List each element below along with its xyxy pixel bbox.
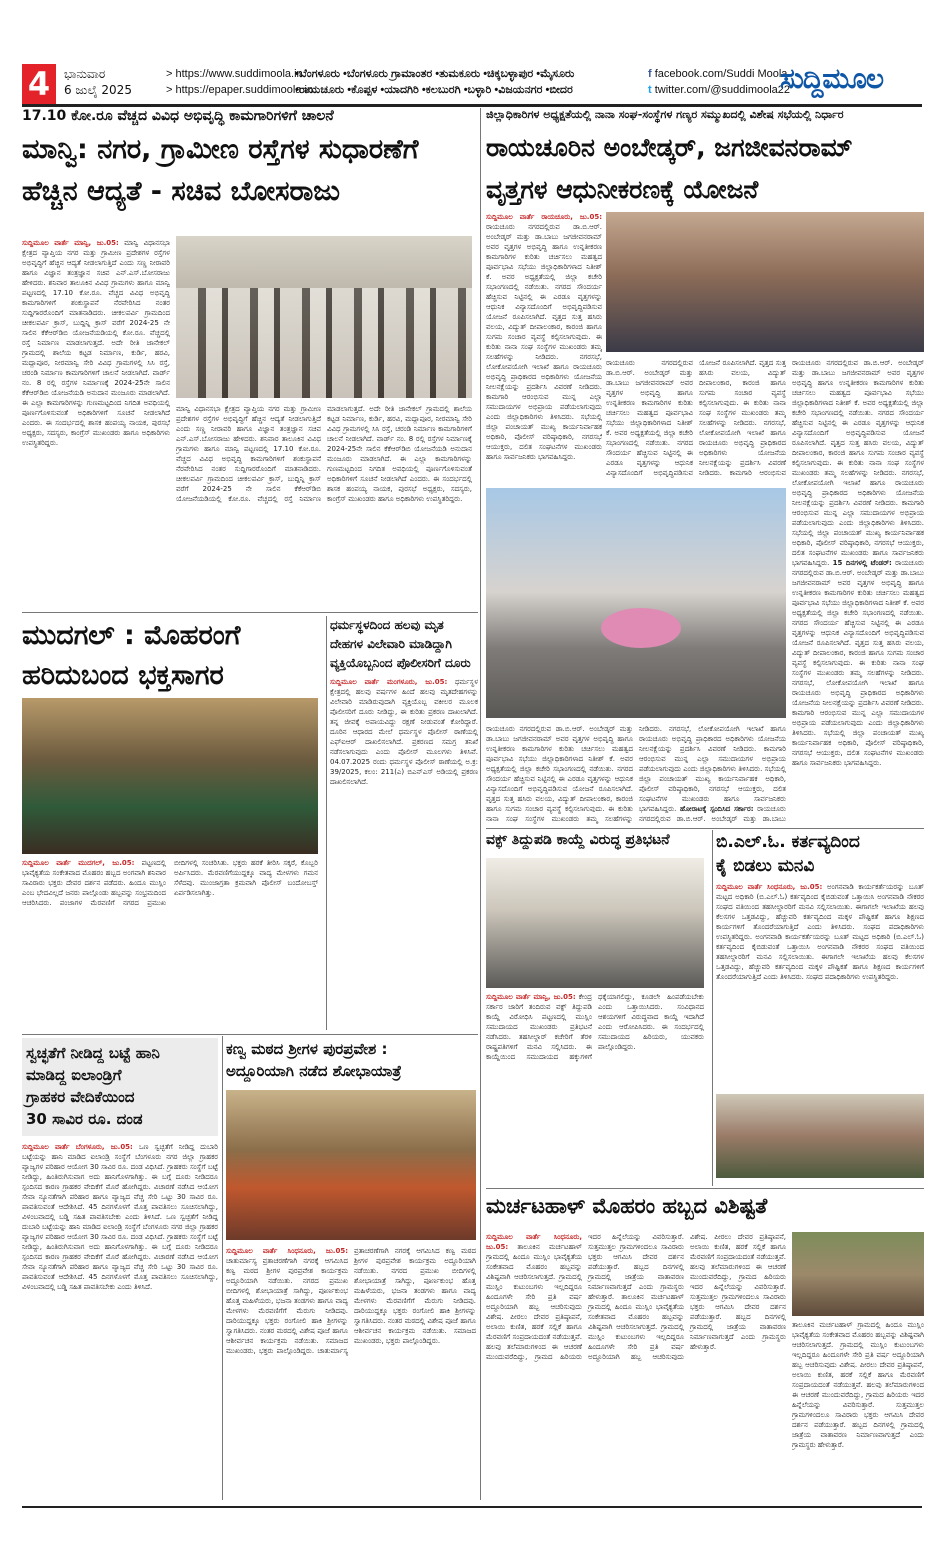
story-body xyxy=(486,992,704,1182)
headline-line-1: ಬಿ.ಎಲ್.ಓ. ಕರ್ತವ್ಯದಿಂದ xyxy=(716,832,860,852)
headline-line-2: ಅದ್ದೂರಿಯಾಗಿ ನಡೆದ ಶೋಭಾಯಾತ್ರೆ xyxy=(226,1062,402,1080)
story-body: ಸುದ್ದಿಮೂಲ ವಾರ್ತೆ ಬೆಂಗಳೂರು, ಜು.05: ಒಣ ಸ್ವಚ್ಛತೆಗೆ ನೀಡಿದ್ದ ದುಬಾರಿ ಬಟ್ಟೆಯನ್ನು ಹಾನಿ ಮಾಡಿದ ಐಲಾಂಡ್ರಿ ಸಂಸ್ಥೆಗೆ ಬೆಂಗಳೂರು ನಗರ ಜಿಲ್ಲಾ ಗ್ರಾಹಕರ ವ್ಯಾಜ್ಯಗಳ ಪರಿಹಾರ ಆಯೋಗ 30 ಸಾವಿರ ರೂ. ದಂಡ ವಿಧಿಸಿದೆ. ಗ್ರಾಹಕರು ಸಂಸ್ಥೆಗೆ ಬಟ್ಟೆ ನೀಡಿದ್ದು, ಹಿಂತಿರುಗಿಸುವಾಗ ಅದು ಹಾನಿಗೊಳಗಾಗಿತ್ತು. ಈ ಬಗ್ಗೆ ದೂರು ನೀಡಿದರೂ ಸ್ಪಂದಿಸದ ಕಾರಣ ಗ್ರಾಹಕರ ವೇದಿಕೆಗೆ ಮೊರೆ ಹೋಗಿದ್ದರು. ವಿಚಾರಣೆ ನಡೆಸಿದ ಆಯೋಗ ಸೇವಾ ನ್ಯೂನತೆಗಾಗಿ ಪರಿಹಾರ ಹಾಗೂ ವ್ಯಾಜ್ಯದ ವೆಚ್ಚ ಸೇರಿ ಒಟ್ಟು 30 ಸಾವಿರ ರೂ. ಪಾವತಿಸುವಂತೆ ಆದೇಶಿಸಿದೆ. 45 ದಿನಗಳೊಳಗೆ ಮೊತ್ತ ಪಾವತಿಸಲು ಸೂಚಿಸಲಾಗಿದ್ದು, ವಿಳಂಬವಾದಲ್ಲಿ ಬಡ್ಡಿ ಸಹಿತ ಪಾವತಿಸಬೇಕು ಎಂದು ತಿಳಿಸಿದೆ. ಒಣ ಸ್ವಚ್ಛತೆಗೆ ನೀಡಿದ್ದ ದುಬಾರಿ ಬಟ್ಟೆಯನ್ನು ಹಾನಿ ಮಾಡಿದ ಐಲಾಂಡ್ರಿ ಸಂಸ್ಥೆಗೆ ಬೆಂಗಳೂರು ನಗರ ಜಿಲ್ಲಾ ಗ್ರಾಹಕರ ವ್ಯಾಜ್ಯಗಳ ಪರಿಹಾರ ಆಯೋಗ 30 ಸಾವಿರ ರೂ. ದಂಡ ವಿಧಿಸಿದೆ. ಗ್ರಾಹಕರು ಸಂಸ್ಥೆಗೆ ಬಟ್ಟೆ ನೀಡಿದ್ದು, ಹಿಂತಿರುಗಿಸುವಾಗ ಅದು ಹಾನಿಗೊಳಗಾಗಿತ್ತು. ಈ ಬಗ್ಗೆ ದೂರು ನೀಡಿದರೂ ಸ್ಪಂದಿಸದ ಕಾರಣ ಗ್ರಾಹಕರ ವೇದಿಕೆಗೆ ಮೊರೆ ಹೋಗಿದ್ದರು. ವಿಚಾರಣೆ ನಡೆಸಿದ ಆಯೋಗ ಸೇವಾ ನ್ಯೂನತೆಗಾಗಿ ಪರಿಹಾರ ಹಾಗೂ ವ್ಯಾಜ್ಯದ ವೆಚ್ಚ ಸೇರಿ ಒಟ್ಟು 30 ಸಾವಿರ ರೂ. ಪಾವತಿಸುವಂತೆ ಆದೇಶಿಸಿದೆ. 45 ದಿನಗಳೊಳಗೆ ಮೊತ್ತ ಪಾವತಿಸಲು ಸೂಚಿಸಲಾಗಿದ್ದು, ವಿಳಂಬವಾದಲ್ಲಿ ಬಡ್ಡಿ ಸಹಿತ ಪಾವತಿಸಬೇಕು ಎಂದು ತಿಳಿಸಿದೆ. xyxy=(22,1143,218,1291)
headline-line-2: ಕೈ ಬಿಡಲು ಮನವಿ xyxy=(716,856,815,876)
kicker: ಧರ್ಮಸ್ಥಳದಿಂದ ಹಲವು ಮೃತ xyxy=(330,618,444,632)
procession-photo xyxy=(226,1090,476,1240)
story-body xyxy=(22,238,170,608)
bangalore-story xyxy=(22,1038,218,1500)
headline: ವಕ್ಫ್ ತಿದ್ದುಪಡಿ ಕಾಯ್ದೆ ವಿರುದ್ಧ ಪ್ರತಿಭಟನೆ xyxy=(486,832,670,848)
dharmasthala-story xyxy=(330,618,478,1028)
moharram-village-photo xyxy=(792,1232,924,1316)
column-divider-4 xyxy=(222,1036,223,1500)
body-text: ತಾಲೂಕಿನ ಮರ್ಚಟಹಾಳ್ ಗ್ರಾಮದಲ್ಲಿ ಹಿಂದೂ ಮುಸ್ಲಿಂ ಭಾವೈಕ್ಯತೆಯ ಸಂಕೇತವಾದ ಮೊಹರಂ ಹಬ್ಬವನ್ನು ವಿಶಿಷ್ಟವಾಗಿ ಆಚರಿಸಲಾಗುತ್ತದೆ. ಗ್ರಾಮದಲ್ಲಿ ಮುಸ್ಲಿಂ ಕುಟುಂಬಗಳು ಇಲ್ಲದಿದ್ದರೂ ಹಿಂದೂಗಳೇ ಸೇರಿ ಪ್ರತಿ ವರ್ಷ ಅದ್ದೂರಿಯಾಗಿ ಹಬ್ಬ ಆಚರಿಸುವುದು ವಿಶೇಷ. ಪೀರಲು ದೇವರ ಪ್ರತಿಷ್ಠಾಪನೆ, ಅಲಾಯಿ ಕುಣಿತ, ಹರಕೆ ಸಲ್ಲಿಕೆ ಹಾಗೂ ಮೆರವಣಿಗೆ ಸಂಪ್ರದಾಯದಂತೆ ನಡೆಯುತ್ತವೆ. ಹಲವು ತಲೆಮಾರುಗಳಿಂದ ಈ ಆಚರಣೆ ಮುಂದುವರೆದಿದ್ದು, ಗ್ರಾಮದ ಹಿರಿಯರು ಇದರ ಹಿನ್ನೆಲೆಯನ್ನು ವಿವರಿಸುತ್ತಾರೆ. ಸುತ್ತಮುತ್ತಲ ಗ್ರಾಮಗಳಿಂದಲೂ ಸಾವಿರಾರು ಭಕ್ತರು ಆಗಮಿಸಿ ದೇವರ ದರ್ಶನ ಪಡೆಯುತ್ತಾರೆ. ಹಬ್ಬದ ದಿನಗಳಲ್ಲಿ ಗ್ರಾಮದಲ್ಲಿ ಜಾತ್ರೆಯ ವಾತಾವರಣ ನಿರ್ಮಾಣವಾಗುತ್ತದೆ ಎಂದು ಗ್ರಾಮಸ್ಥರು ಹೇಳುತ್ತಾರೆ. xyxy=(486,1233,684,1361)
story-body xyxy=(22,858,318,1028)
body-text: ಅಂಗನವಾಡಿ ಕಾರ್ಯಕರ್ತೆಯರನ್ನು ಬೂತ್ ಮಟ್ಟದ ಅಧಿಕಾರಿ (ಬಿ.ಎಲ್.ಓ) ಕರ್ತವ್ಯದಿಂದ ಕೈಬಿಡುವಂತೆ ಒತ್ತಾಯಿಸಿ ಅಂಗನವಾಡಿ ನೌಕರರ ಸಂಘದ ವತಿಯಿಂದ ತಹಸೀಲ್ದಾರರಿಗೆ ಮನವಿ ಸಲ್ಲಿಸಲಾಯಿತು. ಈಗಾಗಲೇ ಇಲಾಖೆಯ ಹಲವು ಕೆಲಸಗಳ ಒತ್ತಡವಿದ್ದು, ಹೆಚ್ಚುವರಿ ಕರ್ತವ್ಯದಿಂದ ಮಕ್ಕಳ ಪೌಷ್ಟಿಕತೆ ಹಾಗೂ ಶಿಕ್ಷಣದ ಕಾರ್ಯಗಳಿಗೆ ತೊಂದರೆಯಾಗುತ್ತಿದೆ ಎಂದು ತಿಳಿಸಿದರು. ಸಂಘದ ಪದಾಧಿಕಾರಿಗಳು ಉಪಸ್ಥಿತರಿದ್ದರು. xyxy=(716,883,924,941)
protest-photo xyxy=(486,858,704,988)
byline: ಸುದ್ದಿಮೂಲ ವಾರ್ತೆ ರಾಯಚೂರು, ಜು.05: xyxy=(486,213,602,221)
story-body xyxy=(486,212,602,482)
headline-line-4: 30 ಸಾವಿರ ರೂ. ದಂಡ xyxy=(26,1110,143,1128)
newspaper-logo: ಸುದ್ದಿಮೂಲ xyxy=(780,62,884,95)
twitter-icon: t xyxy=(648,84,655,96)
page-number: 4 xyxy=(22,64,56,104)
body-text: ಮಾನ್ವಿ ವಿಧಾನಸಭಾ ಕ್ಷೇತ್ರದ ವ್ಯಾಪ್ತಿಯ ನಗರ ಮತ್ತು ಗ್ರಾಮೀಣ ಪ್ರದೇಶಗಳ ರಸ್ತೆಗಳ ಅಭಿವೃದ್ಧಿಗೆ ಹೆಚ್ಚಿನ ಆದ್ಯತೆ ನೀಡಲಾಗುತ್ತಿದೆ ಎಂದು ಸಣ್ಣ ನೀರಾವರಿ ಹಾಗೂ ವಿಜ್ಞಾನ ತಂತ್ರಜ್ಞಾನ ಸಚಿವ ಎನ್.ಎಸ್.ಬೋಸರಾಜು ಹೇಳಿದರು. ಶನಿವಾರ ತಾಲೂಕಿನ ವಿವಿಧ ಗ್ರಾಮಗಳು ಹಾಗೂ ಮಾನ್ವಿ ಪಟ್ಟಣದಲ್ಲಿ 17.10 ಕೋ.ರೂ. ವೆಚ್ಚದ ವಿವಿಧ ಅಭಿವೃದ್ಧಿ ಕಾಮಗಾರಿಗಳಿಗೆ ಶಂಕುಸ್ಥಾಪನೆ ನೆರವೇರಿಸಿದ ನಂತರ ಸುದ್ದಿಗಾರರೊಂದಿಗೆ ಮಾತನಾಡಿದರು. ಚೀಕಲಪರ್ವಿ ಗ್ರಾಮದಿಂದ ಚೀಕಲಪರ್ವಿ ಕ್ರಾಸ್, ಬುದ್ದಿನ್ನಿ ಕ್ರಾಸ್ ವರೆಗೆ 2024-25 ನೇ ಸಾಲಿನ ಕೆಕೆಆರ್‌ಡಿಬಿ ಯೋಜನೆಯಡಿಯಲ್ಲಿ ಕೋ.ರೂ. ವೆಚ್ಚದಲ್ಲಿ ರಸ್ತೆ ನಿರ್ಮಾಣ ಮಾಡಲಾಗುತ್ತದೆ. ಅದೇ ರೀತಿ ಜಾನೇಕಲ್ ಗ್ರಾಮದಲ್ಲಿ ಶಾಲೆಯ ಕಟ್ಟಡ ನಿರ್ಮಾಣ, ಕುರ್ಡಿ, ಹರವಿ, ಮದ್ಲಾಪೂರ, ನೀರಮಾನ್ವಿ ಸೇರಿ ವಿವಿಧ ಗ್ರಾಮಗಳಲ್ಲಿ ಸಿಸಿ ರಸ್ತೆ, ಚರಂಡಿ ನಿರ್ಮಾಣ ಕಾಮಗಾರಿಗಳಿಗೆ ಚಾಲನೆ ನೀಡಲಾಗಿದೆ. ವಾರ್ಡ್ ನಂ. 8 ರಲ್ಲಿ ರಸ್ತೆಗಳ ನಿರ್ಮಾಣಕ್ಕೆ 2024-25ನೇ ಸಾಲಿನ ಕೆಕೆಆರ್‌ಡಿಬಿ ಯೋಜನೆಯಡಿ ಅನುದಾನ ಮಂಜೂರು ಮಾಡಲಾಗಿದೆ. ಈ ಎಲ್ಲಾ ಕಾಮಗಾರಿಗಳನ್ನು ಗುಣಮಟ್ಟದಿಂದ ನಿಗದಿತ ಅವಧಿಯಲ್ಲಿ ಪೂರ್ಣಗೊಳಿಸುವಂತೆ ಅಧಿಕಾರಿಗಳಿಗೆ ಸೂಚನೆ ನೀಡಲಾಗಿದೆ ಎಂದರು. ಈ ಸಂದರ್ಭದಲ್ಲಿ ಶಾಸಕ ಹಂಪಯ್ಯ ನಾಯಕ, ಪುರಸಭೆ ಅಧ್ಯಕ್ಷರು, ಸದಸ್ಯರು, ಕಾಂಗ್ರೆಸ್ ಮುಖಂಡರು ಹಾಗೂ ಅಧಿಕಾರಿಗಳು ಉಪಸ್ಥಿತರಿದ್ದರು. xyxy=(22,239,170,447)
left-top-story xyxy=(22,108,474,608)
byline: ಸುದ್ದಿಮೂಲ ವಾರ್ತೆ ಮಾನ್ವಿ, ಜು.05: xyxy=(22,239,119,247)
facebook-link[interactable]: f facebook.com/Suddi Moola xyxy=(648,68,788,80)
column-divider-2 xyxy=(326,616,327,1030)
waqf-story xyxy=(486,832,708,1182)
blo-story xyxy=(716,832,924,1182)
body-text: ಕೇಂದ್ರ ಸರ್ಕಾರ ಜಾರಿಗೆ ತಂದಿರುವ ವಕ್ಫ್ ತಿದ್ದುಪಡಿ ಕಾಯ್ದೆ ವಿರೋಧಿಸಿ ಪಟ್ಟಣದಲ್ಲಿ ಮುಸ್ಲಿಂ ಸಮುದಾಯದ ಮುಖಂಡರು ಪ್ರತಿಭಟನೆ ನಡೆಸಿದರು. ತಹಸೀಲ್ದಾರ್ ಕಚೇರಿಗೆ ತೆರಳಿ ರಾಷ್ಟ್ರಪತಿಗಳಿಗೆ ಮನವಿ ಸಲ್ಲಿಸಿದರು. ಈ ಕಾಯ್ದೆಯಿಂದ ಸಮುದಾಯದ ಹಕ್ಕುಗಳಿಗೆ ಧಕ್ಕೆಯಾಗಲಿದ್ದು, ಕೂಡಲೇ ಹಿಂಪಡೆಯಬೇಕು ಎಂದು ಒತ್ತಾಯಿಸಿದರು. ಸಂವಿಧಾನದ ಆಶಯಗಳಿಗೆ ವಿರುದ್ಧವಾದ ಕಾಯ್ದೆ ಇದಾಗಿದೆ ಎಂದು ಆರೋಪಿಸಿದರು. ಈ ಸಂದರ್ಭದಲ್ಲಿ ಸಮುದಾಯದ ಹಿರಿಯರು, ಯುವಕರು ಪಾಲ್ಗೊಂಡಿದ್ದರು. xyxy=(486,993,704,1061)
headline-line-2: ವೃತ್ತಗಳ ಆಧುನೀಕರಣಕ್ಕೆ ಯೋಜನೆ xyxy=(486,175,759,204)
headline-line-3: ಗ್ರಾಹಕರ ವೇದಿಕೆಯಿಂದ xyxy=(26,1088,135,1106)
body-text-cont: ಮಾನ್ವಿ ವಿಧಾನಸಭಾ ಕ್ಷೇತ್ರದ ವ್ಯಾಪ್ತಿಯ ನಗರ ಮತ್ತು ಗ್ರಾಮೀಣ ಪ್ರದೇಶಗಳ ರಸ್ತೆಗಳ ಅಭಿವೃದ್ಧಿಗೆ ಹೆಚ್ಚಿನ ಆದ್ಯತೆ ನೀಡಲಾಗುತ್ತಿದೆ ಎಂದು ಸಣ್ಣ ನೀರಾವರಿ ಹಾಗೂ ವಿಜ್ಞಾನ ತಂತ್ರಜ್ಞಾನ ಸಚಿವ ಎನ್.ಎಸ್.ಬೋಸರಾಜು ಹೇಳಿದರು. ಶನಿವಾರ ತಾಲೂಕಿನ ವಿವಿಧ ಗ್ರಾಮಗಳು ಹಾಗೂ ಮಾನ್ವಿ ಪಟ್ಟಣದಲ್ಲಿ 17.10 ಕೋ.ರೂ. ವೆಚ್ಚದ ವಿವಿಧ ಅಭಿವೃದ್ಧಿ ಕಾಮಗಾರಿಗಳಿಗೆ ಶಂಕುಸ್ಥಾಪನೆ ನೆರವೇರಿಸಿದ ನಂತರ ಸುದ್ದಿಗಾರರೊಂದಿಗೆ ಮಾತನಾಡಿದರು. ಚೀಕಲಪರ್ವಿ ಗ್ರಾಮದಿಂದ ಚೀಕಲಪರ್ವಿ ಕ್ರಾಸ್, ಬುದ್ದಿನ್ನಿ ಕ್ರಾಸ್ ವರೆಗೆ 2024-25 ನೇ ಸಾಲಿನ ಕೆಕೆಆರ್‌ಡಿಬಿ ಯೋಜನೆಯಡಿಯಲ್ಲಿ ಕೋ.ರೂ. ವೆಚ್ಚದಲ್ಲಿ ರಸ್ತೆ ನಿರ್ಮಾಣ ಮಾಡಲಾಗುತ್ತದೆ. ಅದೇ ರೀತಿ ಜಾನೇಕಲ್ ಗ್ರಾಮದಲ್ಲಿ ಶಾಲೆಯ ಕಟ್ಟಡ ನಿರ್ಮಾಣ, ಕುರ್ಡಿ, ಹರವಿ, ಮದ್ಲಾಪೂರ, ನೀರಮಾನ್ವಿ ಸೇರಿ ವಿವಿಧ ಗ್ರಾಮಗಳಲ್ಲಿ ಸಿಸಿ ರಸ್ತೆ, ಚರಂಡಿ ನಿರ್ಮಾಣ ಕಾಮಗಾರಿಗಳಿಗೆ ಚಾಲನೆ ನೀಡಲಾಗಿದೆ. ವಾರ್ಡ್ ನಂ. 8 ರಲ್ಲಿ ರಸ್ತೆಗಳ ನಿರ್ಮಾಣಕ್ಕೆ 2024-25ನೇ ಸಾಲಿನ ಕೆಕೆಆರ್‌ಡಿಬಿ ಯೋಜನೆಯಡಿ ಅನುದಾನ ಮಂಜೂರು ಮಾಡಲಾಗಿದೆ. ಈ ಎಲ್ಲಾ ಕಾಮಗಾರಿಗಳನ್ನು ಗುಣಮಟ್ಟದಿಂದ ನಿಗದಿತ ಅವಧಿಯಲ್ಲಿ ಪೂರ್ಣಗೊಳಿಸುವಂತೆ ಅಧಿಕಾರಿಗಳಿಗೆ ಸೂಚನೆ ನೀಡಲಾಗಿದೆ ಎಂದರು. ಈ ಸಂದರ್ಭದಲ್ಲಿ ಶಾಸಕ ಹಂಪಯ್ಯ ನಾಯಕ, ಪುರಸಭೆ ಅಧ್ಯಕ್ಷರು, ಸದಸ್ಯರು, ಕಾಂಗ್ರೆಸ್ ಮುಖಂಡರು ಹಾಗೂ ಅಧಿಕಾರಿಗಳು ಉಪಸ್ಥಿತರಿದ್ದರು. xyxy=(176,405,472,503)
byline: ಸುದ್ದಿಮೂಲ ವಾರ್ತೆ ಸಿಂಧನೂರು, ಜು.05: xyxy=(716,883,823,891)
subhead-response: ಹೋರಾಟಕ್ಕೆ ಸ್ಪಂದಿಸಿದ ಸರ್ಕಾರ: xyxy=(679,805,754,813)
headline: ಮರ್ಚಟಹಾಳ್ ಮೊಹರಂ ಹಬ್ಬದ ವಿಶಿಷ್ಟತೆ xyxy=(486,1194,768,1218)
story-body xyxy=(330,677,478,1025)
moharram-photo xyxy=(22,698,318,854)
story-body: ಸುದ್ದಿಮೂಲ ವಾರ್ತೆ ಸಿಂಧನೂರು, ಜು.05: ಅಂಗನವಾಡಿ ಕಾರ್ಯಕರ್ತೆಯರನ್ನು ಬೂತ್ ಮಟ್ಟದ ಅಧಿಕಾರಿ (ಬಿ.ಎಲ್.ಓ) ಕರ್ತವ್ಯದಿಂದ ಕೈಬಿಡುವಂತೆ ಒತ್ತಾಯಿಸಿ ಅಂಗನವಾಡಿ ನೌಕರರ ಸಂಘದ ವತಿಯಿಂದ ತಹಸೀಲ್ದಾರರಿಗೆ ಮನವಿ ಸಲ್ಲಿಸಲಾಯಿತು. ಈಗಾಗಲೇ ಇಲಾಖೆಯ ಹಲವು ಕೆಲಸಗಳ ಒತ್ತಡವಿದ್ದು, ಹೆಚ್ಚುವರಿ ಕರ್ತವ್ಯದಿಂದ ಮಕ್ಕಳ ಪೌಷ್ಟಿಕತೆ ಹಾಗೂ ಶಿಕ್ಷಣದ ಕಾರ್ಯಗಳಿಗೆ ತೊಂದರೆಯಾಗುತ್ತಿದೆ ಎಂದು ತಿಳಿಸಿದರು. ಸಂಘದ ಪದಾಧಿಕಾರಿಗಳು ಉಪಸ್ಥಿತರಿದ್ದರು. ಅಂಗನವಾಡಿ ಕಾರ್ಯಕರ್ತೆಯರನ್ನು ಬೂತ್ ಮಟ್ಟದ ಅಧಿಕಾರಿ (ಬಿ.ಎಲ್.ಓ) ಕರ್ತವ್ಯದಿಂದ ಕೈಬಿಡುವಂತೆ ಒತ್ತಾಯಿಸಿ ಅಂಗನವಾಡಿ ನೌಕರರ ಸಂಘದ ವತಿಯಿಂದ ತಹಸೀಲ್ದಾರರಿಗೆ ಮನವಿ ಸಲ್ಲಿಸಲಾಯಿತು. ಈಗಾಗಲೇ ಇಲಾಖೆಯ ಹಲವು ಕೆಲಸಗಳ ಒತ್ತಡವಿದ್ದು, ಹೆಚ್ಚುವರಿ ಕರ್ತವ್ಯದಿಂದ ಮಕ್ಕಳ ಪೌಷ್ಟಿಕತೆ ಹಾಗೂ ಶಿಕ್ಷಣದ ಕಾರ್ಯಗಳಿಗೆ ತೊಂದರೆಯಾಗುತ್ತಿದೆ ಎಂದು ತಿಳಿಸಿದರು. ಸಂಘದ ಪದಾಧಿಕಾರಿಗಳು ಉಪಸ್ಥಿತರಿದ್ದರು. xyxy=(716,883,924,981)
headline-line-1: ಮಾನ್ವಿ: ನಗರ, ಗ್ರಾಮೀಣ ರಸ್ತೆಗಳ ಸುಧಾರಣೆಗೆ xyxy=(22,134,419,165)
kanva-story xyxy=(226,1038,478,1500)
body-text: ಪಟ್ಟಣದಲ್ಲಿ ಭಾವೈಕ್ಯತೆಯ ಸಂಕೇತವಾದ ಮೊಹರಂ ಹಬ್ಬದ ಅಂಗವಾಗಿ ಶನಿವಾರ ಸಾವಿರಾರು ಭಕ್ತರು ದೇವರ ದರ್ಶನ ಪಡೆದರು. ಹಿಂದೂ ಮುಸ್ಲಿಂ ಎಂಬ ಭೇದವಿಲ್ಲದೆ ಜನರು ಪಾಲ್ಗೊಂಡು ಹಬ್ಬವನ್ನು ಸಂಭ್ರಮದಿಂದ ಆಚರಿಸಿದರು. ಪಂಜಾಗಳ ಮೆರವಣಿಗೆ ನಗರದ ಪ್ರಮುಖ ಬೀದಿಗಳಲ್ಲಿ ಸಂಚರಿಸಿತು. ಭಕ್ತರು ಹರಕೆ ತೀರಿಸಿ ಸಕ್ಕರೆ, ಕೊಬ್ಬರಿ ಅರ್ಪಿಸಿದರು. ಮೆರವಣಿಗೆಯುದ್ದಕ್ಕೂ ವಾದ್ಯ ಮೇಳಗಳು ಗಮನ ಸೆಳೆದವು. ಮುಂಜಾಗ್ರತಾ ಕ್ರಮವಾಗಿ ಪೊಲೀಸ್ ಬಂದೋಬಸ್ತ್ ಏರ್ಪಡಿಸಲಾಗಿತ್ತು. xyxy=(22,859,318,907)
byline: ಸುದ್ದಿಮೂಲ ವಾರ್ತೆ ಮಾನ್ವಿ, ಜು.05: xyxy=(486,993,576,1001)
headline-line-2: ಹರಿದುಬಂದ ಭಕ್ತಸಾಗರ xyxy=(22,660,224,691)
column-divider-3 xyxy=(712,830,713,1186)
row-divider-right xyxy=(486,828,924,829)
byline: ಸುದ್ದಿಮೂಲ ವಾರ್ತೆ ಬೆಂಗಳೂರು, ಜು.05: xyxy=(22,1143,133,1151)
kicker: ಜಿಲ್ಲಾಧಿಕಾರಿಗಳ ಅಧ್ಯಕ್ಷತೆಯಲ್ಲಿ ನಾನಾ ಸಂಘ-ಸಂಸ್ಥೆಗಳ ಗಣ್ಯರ ಸಮ್ಮುಖದಲ್ಲಿ ವಿಶೇಷ ಸಭೆಯಲ್ಲಿ ನಿರ್ಧಾರ xyxy=(486,108,844,121)
edition-cities xyxy=(295,66,650,98)
marchatahal-story xyxy=(486,1194,924,1500)
story-body: ಸುದ್ದಿಮೂಲ ವಾರ್ತೆ ಸಿಂಧನೂರು, ಜು.05: ತಾಲೂಕಿನ ಮರ್ಚಟಹಾಳ್ ಗ್ರಾಮದಲ್ಲಿ ಹಿಂದೂ ಮುಸ್ಲಿಂ ಭಾವೈಕ್ಯತೆಯ ಸಂಕೇತವಾದ ಮೊಹರಂ ಹಬ್ಬವನ್ನು ವಿಶಿಷ್ಟವಾಗಿ ಆಚರಿಸಲಾಗುತ್ತದೆ. ಗ್ರಾಮದಲ್ಲಿ ಮುಸ್ಲಿಂ ಕುಟುಂಬಗಳು ಇಲ್ಲದಿದ್ದರೂ ಹಿಂದೂಗಳೇ ಸೇರಿ ಪ್ರತಿ ವರ್ಷ ಅದ್ದೂರಿಯಾಗಿ ಹಬ್ಬ ಆಚರಿಸುವುದು ವಿಶೇಷ. ಪೀರಲು ದೇವರ ಪ್ರತಿಷ್ಠಾಪನೆ, ಅಲಾಯಿ ಕುಣಿತ, ಹರಕೆ ಸಲ್ಲಿಕೆ ಹಾಗೂ ಮೆರವಣಿಗೆ ಸಂಪ್ರದಾಯದಂತೆ ನಡೆಯುತ್ತವೆ. ಹಲವು ತಲೆಮಾರುಗಳಿಂದ ಈ ಆಚರಣೆ ಮುಂದುವರೆದಿದ್ದು, ಗ್ರಾಮದ ಹಿರಿಯರು ಇದರ ಹಿನ್ನೆಲೆಯನ್ನು ವಿವರಿಸುತ್ತಾರೆ. ಸುತ್ತಮುತ್ತಲ ಗ್ರಾಮಗಳಿಂದಲೂ ಸಾವಿರಾರು ಭಕ್ತರು ಆಗಮಿಸಿ ದೇವರ ದರ್ಶನ ಪಡೆಯುತ್ತಾರೆ. ಹಬ್ಬದ ದಿನಗಳಲ್ಲಿ ಗ್ರಾಮದಲ್ಲಿ ಜಾತ್ರೆಯ ವಾತಾವರಣ ನಿರ್ಮಾಣವಾಗುತ್ತದೆ ಎಂದು ಗ್ರಾಮಸ್ಥರು ಹೇಳುತ್ತಾರೆ. ತಾಲೂಕಿನ ಮರ್ಚಟಹಾಳ್ ಗ್ರಾಮದಲ್ಲಿ ಹಿಂದೂ ಮುಸ್ಲಿಂ ಭಾವೈಕ್ಯತೆಯ ಸಂಕೇತವಾದ ಮೊಹರಂ ಹಬ್ಬವನ್ನು ವಿಶಿಷ್ಟವಾಗಿ ಆಚರಿಸಲಾಗುತ್ತದೆ. ಗ್ರಾಮದಲ್ಲಿ ಮುಸ್ಲಿಂ ಕುಟುಂಬಗಳು ಇಲ್ಲದಿದ್ದರೂ ಹಿಂದೂಗಳೇ ಸೇರಿ ಪ್ರತಿ ವರ್ಷ ಅದ್ದೂರಿಯಾಗಿ ಹಬ್ಬ ಆಚರಿಸುವುದು ವಿಶೇಷ. ಪೀರಲು ದೇವರ ಪ್ರತಿಷ್ಠಾಪನೆ, ಅಲಾಯಿ ಕುಣಿತ, ಹರಕೆ ಸಲ್ಲಿಕೆ ಹಾಗೂ ಮೆರವಣಿಗೆ ಸಂಪ್ರದಾಯದಂತೆ ನಡೆಯುತ್ತವೆ. ಹಲವು ತಲೆಮಾರುಗಳಿಂದ ಈ ಆಚರಣೆ ಮುಂದುವರೆದಿದ್ದು, ಗ್ರಾಮದ ಹಿರಿಯರು ಇದರ ಹಿನ್ನೆಲೆಯನ್ನು ವಿವರಿಸುತ್ತಾರೆ. ಸುತ್ತಮುತ್ತಲ ಗ್ರಾಮಗಳಿಂದಲೂ ಸಾವಿರಾರು ಭಕ್ತರು ಆಗಮಿಸಿ ದೇವರ ದರ್ಶನ ಪಡೆಯುತ್ತಾರೆ. ಹಬ್ಬದ ದಿನಗಳಲ್ಲಿ ಗ್ರಾಮದಲ್ಲಿ ಜಾತ್ರೆಯ ವಾತಾವರಣ ನಿರ್ಮಾಣವಾಗುತ್ತದೆ ಎಂದು ಗ್ರಾಮಸ್ಥರು ಹೇಳುತ್ತಾರೆ. xyxy=(486,1233,786,1361)
story-body-4: ರಾಯಚೂರು ನಗರದಲ್ಲಿರುವ ಡಾ.ಬಿ.ಆರ್. ಅಂಬೇಡ್ಕರ್ ಮತ್ತು ಡಾ.ಬಾಬು ಜಗಜೀವನರಾಮ್ ಅವರ ವೃತ್ತಗಳ ಅಭಿವೃದ್ಧಿ ಹಾಗೂ ಉನ್ನತೀಕರಣ ಕಾಮಗಾರಿಗಳ ಕುರಿತು ಚರ್ಚಿಸಲು ಮಹತ್ವದ ಪೂರ್ವಭಾವಿ ಸಭೆಯು ಜಿಲ್ಲಾಧಿಕಾರಿಗಳಾದ ನಿತೀಶ್ ಕೆ. ಅವರ ಅಧ್ಯಕ್ಷತೆಯಲ್ಲಿ ಜಿಲ್ಲಾ ಕಚೇರಿ ಸಭಾಂಗಣದಲ್ಲಿ ನಡೆಯಿತು. ನಗರದ ಸೌಂದರ್ಯ ಹೆಚ್ಚಿಸುವ ನಿಟ್ಟಿನಲ್ಲಿ ಈ ಎರಡೂ ವೃತ್ತಗಳನ್ನು ಆಧುನಿಕ ವಿನ್ಯಾಸದೊಂದಿಗೆ ಅಭಿವೃದ್ಧಿಪಡಿಸುವ ಯೋಜನೆ ರೂಪಿಸಲಾಗಿದೆ. ವೃತ್ತದ ಸುತ್ತ ಹಸಿರು ವಲಯ, ವಿದ್ಯುತ್ ದೀಪಾಲಂಕಾರ, ಕಾರಂಜಿ ಹಾಗೂ ಸುಗಮ ಸಂಚಾರ ವ್ಯವಸ್ಥೆ ಕಲ್ಪಿಸಲಾಗುವುದು. ಈ ಕುರಿತು ನಾನಾ ಸಂಘ ಸಂಸ್ಥೆಗಳ ಮುಖಂಡರು ತಮ್ಮ ಸಲಹೆಗಳನ್ನು ನೀಡಿದರು. ನಗರಸಭೆ, ಲೋಕೋಪಯೋಗಿ ಇಲಾಖೆ ಹಾಗೂ ರಾಯಚೂರು ಅಭಿವೃದ್ಧಿ ಪ್ರಾಧಿಕಾರದ ಅಧಿಕಾರಿಗಳು ಯೋಜನೆಯ ನೀಲನಕ್ಷೆಯನ್ನು ಪ್ರದರ್ಶಿಸಿ ವಿವರಣೆ ನೀಡಿದರು. ಕಾಮಗಾರಿ ಆರಂಭಿಸುವ ಮುನ್ನ ಎಲ್ಲಾ ಸಮುದಾಯಗಳ ಅಭಿಪ್ರಾಯ ಪಡೆಯಲಾಗುವುದು ಎಂದು ಜಿಲ್ಲಾಧಿಕಾರಿಗಳು ತಿಳಿಸಿದರು. ಸಭೆಯಲ್ಲಿ ಜಿಲ್ಲಾ ಪಂಚಾಯತ್ ಮುಖ್ಯ ಕಾರ್ಯನಿರ್ವಾಹಕ ಅಧಿಕಾರಿ, ಪೊಲೀಸ್ ವರಿಷ್ಠಾಧಿಕಾರಿ, ನಗರಸಭೆ ಆಯುಕ್ತರು, ದಲಿತ ಸಂಘಟನೆಗಳ ಮುಖಂಡರು ಹಾಗೂ ಸಾರ್ವಜನಿಕರು ಭಾಗವಹಿಸಿದ್ದರು. ಹೋರಾಟಕ್ಕೆ ಸ್ಪಂದಿಸಿದ ಸರ್ಕಾರ: ರಾಯಚೂರು ನಗರದಲ್ಲಿರುವ ಡಾ.ಬಿ.ಆರ್. ಅಂಬೇಡ್ಕರ್ ಮತ್ತು ಡಾ.ಬಾಬು xyxy=(486,725,786,823)
story-body-3: ರಾಯಚೂರು ನಗರದಲ್ಲಿರುವ ಡಾ.ಬಿ.ಆರ್. ಅಂಬೇಡ್ಕರ್ ಮತ್ತು ಡಾ.ಬಾಬು ಜಗಜೀವನರಾಮ್ ಅವರ ವೃತ್ತಗಳ ಅಭಿವೃದ್ಧಿ ಹಾಗೂ ಉನ್ನತೀಕರಣ ಕಾಮಗಾರಿಗಳ ಕುರಿತು ಚರ್ಚಿಸಲು ಮಹತ್ವದ ಪೂರ್ವಭಾವಿ ಸಭೆಯು ಜಿಲ್ಲಾಧಿಕಾರಿಗಳಾದ ನಿತೀಶ್ ಕೆ. ಅವರ ಅಧ್ಯಕ್ಷತೆಯಲ್ಲಿ ಜಿಲ್ಲಾ ಕಚೇರಿ ಸಭಾಂಗಣದಲ್ಲಿ ನಡೆಯಿತು. ನಗರದ ಸೌಂದರ್ಯ ಹೆಚ್ಚಿಸುವ ನಿಟ್ಟಿನಲ್ಲಿ ಈ ಎರಡೂ ವೃತ್ತಗಳನ್ನು ಆಧುನಿಕ ವಿನ್ಯಾಸದೊಂದಿಗೆ ಅಭಿವೃದ್ಧಿಪಡಿಸುವ ಯೋಜನೆ ರೂಪಿಸಲಾಗಿದೆ. ವೃತ್ತದ ಸುತ್ತ ಹಸಿರು ವಲಯ, ವಿದ್ಯುತ್ ದೀಪಾಲಂಕಾರ, ಕಾರಂಜಿ ಹಾಗೂ ಸುಗಮ ಸಂಚಾರ ವ್ಯವಸ್ಥೆ ಕಲ್ಪಿಸಲಾಗುವುದು. ಈ ಕುರಿತು ನಾನಾ ಸಂಘ ಸಂಸ್ಥೆಗಳ ಮುಖಂಡರು ತಮ್ಮ ಸಲಹೆಗಳನ್ನು ನೀಡಿದರು. ನಗರಸಭೆ, ಲೋಕೋಪಯೋಗಿ ಇಲಾಖೆ ಹಾಗೂ ರಾಯಚೂರು ಅಭಿವೃದ್ಧಿ ಪ್ರಾಧಿಕಾರದ ಅಧಿಕಾರಿಗಳು ಯೋಜನೆಯ ನೀಲನಕ್ಷೆಯನ್ನು ಪ್ರದರ್ಶಿಸಿ ವಿವರಣೆ ನೀಡಿದರು. ಕಾಮಗಾರಿ ಆರಂಭಿಸುವ ಮುನ್ನ ಎಲ್ಲಾ ಸಮುದಾಯಗಳ ಅಭಿಪ್ರಾಯ ಪಡೆಯಲಾಗುವುದು ಎಂದು ಜಿಲ್ಲಾಧಿಕಾರಿಗಳು ತಿಳಿಸಿದರು. ಸಭೆಯಲ್ಲಿ ಜಿಲ್ಲಾ ಪಂಚಾಯತ್ ಮುಖ್ಯ ಕಾರ್ಯನಿರ್ವಾಹಕ ಅಧಿಕಾರಿ, ಪೊಲೀಸ್ ವರಿಷ್ಠಾಧಿಕಾರಿ, ನಗರಸಭೆ ಆಯುಕ್ತರು, ದಲಿತ ಸಂಘಟನೆಗಳ ಮುಖಂಡರು ಹಾಗೂ ಸಾರ್ವಜನಿಕರು ಭಾಗವಹಿಸಿದ್ದರು. 15 ದಿನಗಳಲ್ಲಿ ಟೆಂಡರ್: ರಾಯಚೂರು ನಗರದಲ್ಲಿರುವ ಡಾ.ಬಿ.ಆರ್. ಅಂಬೇಡ್ಕರ್ ಮತ್ತು ಡಾ.ಬಾಬು ಜಗಜೀವನರಾಮ್ ಅವರ ವೃತ್ತಗಳ ಅಭಿವೃದ್ಧಿ ಹಾಗೂ ಉನ್ನತೀಕರಣ ಕಾಮಗಾರಿಗಳ ಕುರಿತು ಚರ್ಚಿಸಲು ಮಹತ್ವದ ಪೂರ್ವಭಾವಿ ಸಭೆಯು ಜಿಲ್ಲಾಧಿಕಾರಿಗಳಾದ ನಿತೀಶ್ ಕೆ. ಅವರ ಅಧ್ಯಕ್ಷತೆಯಲ್ಲಿ ಜಿಲ್ಲಾ ಕಚೇರಿ ಸಭಾಂಗಣದಲ್ಲಿ ನಡೆಯಿತು. ನಗರದ ಸೌಂದರ್ಯ ಹೆಚ್ಚಿಸುವ ನಿಟ್ಟಿನಲ್ಲಿ ಈ ಎರಡೂ ವೃತ್ತಗಳನ್ನು ಆಧುನಿಕ ವಿನ್ಯಾಸದೊಂದಿಗೆ ಅಭಿವೃದ್ಧಿಪಡಿಸುವ ಯೋಜನೆ ರೂಪಿಸಲಾಗಿದೆ. ವೃತ್ತದ ಸುತ್ತ ಹಸಿರು ವಲಯ, ವಿದ್ಯುತ್ ದೀಪಾಲಂಕಾರ, ಕಾರಂಜಿ ಹಾಗೂ ಸುಗಮ ಸಂಚಾರ ವ್ಯವಸ್ಥೆ ಕಲ್ಪಿಸಲಾಗುವುದು. ಈ ಕುರಿತು ನಾನಾ ಸಂಘ ಸಂಸ್ಥೆಗಳ ಮುಖಂಡರು ತಮ್ಮ ಸಲಹೆಗಳನ್ನು ನೀಡಿದರು. ನಗರಸಭೆ, ಲೋಕೋಪಯೋಗಿ ಇಲಾಖೆ ಹಾಗೂ ರಾಯಚೂರು ಅಭಿವೃದ್ಧಿ ಪ್ರಾಧಿಕಾರದ ಅಧಿಕಾರಿಗಳು ಯೋಜನೆಯ ನೀಲನಕ್ಷೆಯನ್ನು ಪ್ರದರ್ಶಿಸಿ ವಿವರಣೆ ನೀಡಿದರು. ಕಾಮಗಾರಿ ಆರಂಭಿಸುವ ಮುನ್ನ ಎಲ್ಲಾ ಸಮುದಾಯಗಳ ಅಭಿಪ್ರಾಯ ಪಡೆಯಲಾಗುವುದು ಎಂದು ಜಿಲ್ಲಾಧಿಕಾರಿಗಳು ತಿಳಿಸಿದರು. ಸಭೆಯಲ್ಲಿ ಜಿಲ್ಲಾ ಪಂಚಾಯತ್ ಮುಖ್ಯ ಕಾರ್ಯನಿರ್ವಾಹಕ ಅಧಿಕಾರಿ, ಪೊಲೀಸ್ ವರಿಷ್ಠಾಧಿಕಾರಿ, ನಗರಸಭೆ ಆಯುಕ್ತರು, ದಲಿತ ಸಂಘಟನೆಗಳ ಮುಖಂಡರು ಹಾಗೂ ಸಾರ್ವಜನಿಕರು ಭಾಗವಹಿಸಿದ್ದರು. xyxy=(792,359,924,767)
day: ಭಾನುವಾರ xyxy=(64,67,106,81)
cities-line-1: •ಬೆಂಗಳೂರು •ಬೆಂಗಳೂರು ಗ್ರಾಮಾಂತರ •ತುಮಕೂರು •ಚಿಕ್ಕಬಳ್ಳಾಪುರ •ಮೈಸೂರು xyxy=(295,68,575,80)
headline-line-2: ಹೆಚ್ಚಿನ ಆದ್ಯತೆ - ಸಚಿವ ಬೋಸರಾಜು xyxy=(22,176,341,207)
mudgal-story xyxy=(22,618,322,1028)
date: 6 ಜುಲೈ 2025 xyxy=(64,83,132,97)
column-divider xyxy=(480,108,481,1500)
headline-line-1: ಕಣ್ವ ಮಠದ ಶ್ರೀಗಳ ಪುರಪ್ರವೇಶ : xyxy=(226,1040,388,1058)
story-photo xyxy=(176,236,472,398)
circle-design-render xyxy=(486,488,786,718)
byline: ಸುದ್ದಿಮೂಲ ವಾರ್ತೆ ಮಂಗಳೂರು, ಜು.05: xyxy=(330,678,448,686)
kicker: 17.10 ಕೋ.ರೂ ವೆಚ್ಚದ ವಿವಿಧ ಅಭಿವೃದ್ಧಿ ಕಾಮಗಾರಿಗಳಿಗೆ ಚಾಲನೆ xyxy=(22,108,334,124)
headline-line-2: ಮಾಡಿದ್ದ ಐಲಾಂಡ್ರಿಗೆ xyxy=(26,1066,122,1084)
row-divider-bottom xyxy=(22,1034,478,1035)
headline-line-1: ರಾಯಚೂರಿನ ಅಂಬೇಡ್ಕರ್, ಜಗಜೀವನರಾಮ್ xyxy=(486,133,853,162)
row-divider xyxy=(22,612,478,613)
right-top-story xyxy=(486,108,924,828)
social-links xyxy=(648,66,790,98)
body-text: ಧರ್ಮಸ್ಥಳ ಕ್ಷೇತ್ರದಲ್ಲಿ ಹಲವು ವರ್ಷಗಳ ಹಿಂದೆ ಹಲವು ಮೃತದೇಹಗಳನ್ನು ವಿಲೇವಾರಿ ಮಾಡಿರುವುದಾಗಿ ವ್ಯಕ್ತಿಯೊಬ್ಬ ವಕೀಲರ ಮೂಲಕ ಪೊಲೀಸರಿಗೆ ದೂರು ನೀಡಿದ್ದು, ಈ ಕುರಿತು ಪ್ರಕರಣ ದಾಖಲಾಗಿದೆ. ತನ್ನ ಜೀವಕ್ಕೆ ಅಪಾಯವಿದ್ದು ರಕ್ಷಣೆ ನೀಡುವಂತೆ ಕೋರಿದ್ದಾರೆ. ದೂರಿನ ಆಧಾರದ ಮೇಲೆ ಧರ್ಮಸ್ಥಳ ಪೊಲೀಸ್ ಠಾಣೆಯಲ್ಲಿ ಎಫ್‌ಐಆರ್ ದಾಖಲಿಸಲಾಗಿದೆ. ಪ್ರಕರಣದ ಸಮಗ್ರ ತನಿಖೆ ನಡೆಸಲಾಗುವುದು ಎಂದು ಪೊಲೀಸ್ ಮೂಲಗಳು ತಿಳಿಸಿವೆ. 04.07.2025 ರಂದು ಧರ್ಮಸ್ಥಳ ಪೊಲೀಸ್ ಠಾಣೆಯಲ್ಲಿ ಅ.ಕ್ರ: 39/2025, ಕಲಂ: 211(ಎ) ಬಿಎನ್‌ಎಸ್ ಅಡಿಯಲ್ಲಿ ಪ್ರಕರಣ ದಾಖಲಿಸಲಾಗಿದೆ. xyxy=(330,678,478,786)
subhead-tender: 15 ದಿನಗಳಲ್ಲಿ ಟೆಂಡರ್: xyxy=(832,559,892,567)
byline: ಸುದ್ದಿಮೂಲ ವಾರ್ತೆ ಸಿಂಧನೂರು, ಜು.05: xyxy=(226,1247,348,1255)
epaper-link[interactable]: > https://epaper.suddimoola.in xyxy=(166,84,314,96)
body-text: ಚಾತುರ್ಮಾಸ್ಯ ವ್ರತಾಚರಣೆಗಾಗಿ ನಗರಕ್ಕೆ ಆಗಮಿಸಿದ ಕಣ್ವ ಮಠದ ಶ್ರೀಗಳ ಪುರಪ್ರವೇಶ ಕಾರ್ಯಕ್ರಮ ಅದ್ದೂರಿಯಾಗಿ ನಡೆಯಿತು. ನಗರದ ಪ್ರಮುಖ ಬೀದಿಗಳಲ್ಲಿ ಶೋಭಾಯಾತ್ರೆ ಸಾಗಿದ್ದು, ಪೂರ್ಣಕುಂಭ ಹೊತ್ತ ಮಹಿಳೆಯರು, ಭಜನಾ ತಂಡಗಳು ಹಾಗೂ ವಾದ್ಯ ಮೇಳಗಳು ಮೆರವಣಿಗೆಗೆ ಮೆರುಗು ನೀಡಿದವು. ದಾರಿಯುದ್ದಕ್ಕೂ ಭಕ್ತರು ರಂಗೋಲಿ ಹಾಕಿ ಶ್ರೀಗಳನ್ನು ಸ್ವಾಗತಿಸಿದರು. ನಂತರ ಮಠದಲ್ಲಿ ವಿಶೇಷ ಪೂಜೆ ಹಾಗೂ ಆಶೀರ್ವಚನ ಕಾರ್ಯಕ್ರಮ ನಡೆಯಿತು. ಸಮಾಜದ ಮುಖಂಡರು, ಭಕ್ತರು ಪಾಲ್ಗೊಂಡಿದ್ದರು. xyxy=(226,1257,348,1355)
twitter-link[interactable]: t twitter.com/@suddimoola22 xyxy=(648,84,791,96)
body-text: ರಾಯಚೂರು ನಗರದಲ್ಲಿರುವ ಡಾ.ಬಿ.ಆರ್. ಅಂಬೇಡ್ಕರ್ ಮತ್ತು ಡಾ.ಬಾಬು ಜಗಜೀವನರಾಮ್ ಅವರ ವೃತ್ತಗಳ ಅಭಿವೃದ್ಧಿ ಹಾಗೂ ಉನ್ನತೀಕರಣ ಕಾಮಗಾರಿಗಳ ಕುರಿತು ಚರ್ಚಿಸಲು ಮಹತ್ವದ ಪೂರ್ವಭಾವಿ ಸಭೆಯು ಜಿಲ್ಲಾಧಿಕಾರಿಗಳಾದ ನಿತೀಶ್ ಕೆ. ಅವರ ಅಧ್ಯಕ್ಷತೆಯಲ್ಲಿ ಜಿಲ್ಲಾ ಕಚೇರಿ ಸಭಾಂಗಣದಲ್ಲಿ ನಡೆಯಿತು. ನಗರದ ಸೌಂದರ್ಯ ಹೆಚ್ಚಿಸುವ ನಿಟ್ಟಿನಲ್ಲಿ ಈ ಎರಡೂ ವೃತ್ತಗಳನ್ನು ಆಧುನಿಕ ವಿನ್ಯಾಸದೊಂದಿಗೆ ಅಭಿವೃದ್ಧಿಪಡಿಸುವ ಯೋಜನೆ ರೂಪಿಸಲಾಗಿದೆ. ವೃತ್ತದ ಸುತ್ತ ಹಸಿರು ವಲಯ, ವಿದ್ಯುತ್ ದೀಪಾಲಂಕಾರ, ಕಾರಂಜಿ ಹಾಗೂ ಸುಗಮ ಸಂಚಾರ ವ್ಯವಸ್ಥೆ ಕಲ್ಪಿಸಲಾಗುವುದು. ಈ ಕುರಿತು ನಾನಾ ಸಂಘ ಸಂಸ್ಥೆಗಳ ಮುಖಂಡರು ತಮ್ಮ ಸಲಹೆಗಳನ್ನು ನೀಡಿದರು. ನಗರಸಭೆ, ಲೋಕೋಪಯೋಗಿ ಇಲಾಖೆ ಹಾಗೂ ರಾಯಚೂರು ಅಭಿವೃದ್ಧಿ ಪ್ರಾಧಿಕಾರದ ಅಧಿಕಾರಿಗಳು ಯೋಜನೆಯ ನೀಲನಕ್ಷೆಯನ್ನು ಪ್ರದರ್ಶಿಸಿ ವಿವರಣೆ ನೀಡಿದರು. ಕಾಮಗಾರಿ ಆರಂಭಿಸುವ ಮುನ್ನ ಎಲ್ಲಾ ಸಮುದಾಯಗಳ ಅಭಿಪ್ರಾಯ ಪಡೆಯಲಾಗುವುದು ಎಂದು ಜಿಲ್ಲಾಧಿಕಾರಿಗಳು ತಿಳಿಸಿದರು. ಸಭೆಯಲ್ಲಿ ಜಿಲ್ಲಾ ಪಂಚಾಯತ್ ಮುಖ್ಯ ಕಾರ್ಯನಿರ್ವಾಹಕ ಅಧಿಕಾರಿ, ಪೊಲೀಸ್ ವರಿಷ್ಠಾಧಿಕಾರಿ, ನಗರಸಭೆ ಆಯುಕ್ತರು, ದಲಿತ ಸಂಘಟನೆಗಳ ಮುಖಂಡರು ಹಾಗೂ ಸಾರ್ವಜನಿಕರು ಭಾಗವಹಿಸಿದ್ದರು. xyxy=(486,223,602,461)
row-divider-right-2 xyxy=(486,1188,924,1189)
blo-photo xyxy=(716,1094,924,1178)
headline-line-1: ಸ್ವಚ್ಛತೆಗೆ ನೀಡಿದ್ದ ಬಟ್ಟೆ ಹಾನಿ xyxy=(26,1044,160,1062)
headline-line-1: ಮುದಗಲ್ : ಮೊಹರಂಗೆ xyxy=(22,620,241,651)
story-body-2: ರಾಯಚೂರು ನಗರದಲ್ಲಿರುವ ಡಾ.ಬಿ.ಆರ್. ಅಂಬೇಡ್ಕರ್ ಮತ್ತು ಡಾ.ಬಾಬು ಜಗಜೀವನರಾಮ್ ಅವರ ವೃತ್ತಗಳ ಅಭಿವೃದ್ಧಿ ಹಾಗೂ ಉನ್ನತೀಕರಣ ಕಾಮಗಾರಿಗಳ ಕುರಿತು ಚರ್ಚಿಸಲು ಮಹತ್ವದ ಪೂರ್ವಭಾವಿ ಸಭೆಯು ಜಿಲ್ಲಾಧಿಕಾರಿಗಳಾದ ನಿತೀಶ್ ಕೆ. ಅವರ ಅಧ್ಯಕ್ಷತೆಯಲ್ಲಿ ಜಿಲ್ಲಾ ಕಚೇರಿ ಸಭಾಂಗಣದಲ್ಲಿ ನಡೆಯಿತು. ನಗರದ ಸೌಂದರ್ಯ ಹೆಚ್ಚಿಸುವ ನಿಟ್ಟಿನಲ್ಲಿ ಈ ಎರಡೂ ವೃತ್ತಗಳನ್ನು ಆಧುನಿಕ ವಿನ್ಯಾಸದೊಂದಿಗೆ ಅಭಿವೃದ್ಧಿಪಡಿಸುವ ಯೋಜನೆ ರೂಪಿಸಲಾಗಿದೆ. ವೃತ್ತದ ಸುತ್ತ ಹಸಿರು ವಲಯ, ವಿದ್ಯುತ್ ದೀಪಾಲಂಕಾರ, ಕಾರಂಜಿ ಹಾಗೂ ಸುಗಮ ಸಂಚಾರ ವ್ಯವಸ್ಥೆ ಕಲ್ಪಿಸಲಾಗುವುದು. ಈ ಕುರಿತು ನಾನಾ ಸಂಘ ಸಂಸ್ಥೆಗಳ ಮುಖಂಡರು ತಮ್ಮ ಸಲಹೆಗಳನ್ನು ನೀಡಿದರು. ನಗರಸಭೆ, ಲೋಕೋಪಯೋಗಿ ಇಲಾಖೆ ಹಾಗೂ ರಾಯಚೂರು ಅಭಿವೃದ್ಧಿ ಪ್ರಾಧಿಕಾರದ ಅಧಿಕಾರಿಗಳು ಯೋಜನೆಯ ನೀಲನಕ್ಷೆಯನ್ನು ಪ್ರದರ್ಶಿಸಿ ವಿವರಣೆ ನೀಡಿದರು. ಕಾಮಗಾರಿ ಆರಂಭಿಸುವ xyxy=(606,359,786,477)
web-links xyxy=(166,66,313,98)
facebook-icon: f xyxy=(648,68,655,80)
footer-rule xyxy=(22,1506,922,1508)
meeting-photo xyxy=(606,212,924,352)
website-link[interactable]: > https://www.suddimoola.in xyxy=(166,68,303,80)
byline: ಸುದ್ದಿಮೂಲ ವಾರ್ತೆ ಸಿಂಧನೂರು, ಜು.05: xyxy=(486,1233,582,1251)
headline-line-2: ವ್ಯಕ್ತಿಯೊಬ್ಬನಿಂದ ಪೊಲೀಸರಿಗೆ ದೂರು xyxy=(330,656,471,670)
byline: ಸುದ್ದಿಮೂಲ ವಾರ್ತೆ ಮುದಗಲ್, ಜು.05: xyxy=(22,859,135,867)
masthead-rule xyxy=(22,104,922,107)
story-body-cont: ತಾಲೂಕಿನ ಮರ್ಚಟಹಾಳ್ ಗ್ರಾಮದಲ್ಲಿ ಹಿಂದೂ ಮುಸ್ಲಿಂ ಭಾವೈಕ್ಯತೆಯ ಸಂಕೇತವಾದ ಮೊಹರಂ ಹಬ್ಬವನ್ನು ವಿಶಿಷ್ಟವಾಗಿ ಆಚರಿಸಲಾಗುತ್ತದೆ. ಗ್ರಾಮದಲ್ಲಿ ಮುಸ್ಲಿಂ ಕುಟುಂಬಗಳು ಇಲ್ಲದಿದ್ದರೂ ಹಿಂದೂಗಳೇ ಸೇರಿ ಪ್ರತಿ ವರ್ಷ ಅದ್ದೂರಿಯಾಗಿ ಹಬ್ಬ ಆಚರಿಸುವುದು ವಿಶೇಷ. ಪೀರಲು ದೇವರ ಪ್ರತಿಷ್ಠಾಪನೆ, ಅಲಾಯಿ ಕುಣಿತ, ಹರಕೆ ಸಲ್ಲಿಕೆ ಹಾಗೂ ಮೆರವಣಿಗೆ ಸಂಪ್ರದಾಯದಂತೆ ನಡೆಯುತ್ತವೆ. ಹಲವು ತಲೆಮಾರುಗಳಿಂದ ಈ ಆಚರಣೆ ಮುಂದುವರೆದಿದ್ದು, ಗ್ರಾಮದ ಹಿರಿಯರು ಇದರ ಹಿನ್ನೆಲೆಯನ್ನು ವಿವರಿಸುತ್ತಾರೆ. ಸುತ್ತಮುತ್ತಲ ಗ್ರಾಮಗಳಿಂದಲೂ ಸಾವಿರಾರು ಭಕ್ತರು ಆಗಮಿಸಿ ದೇವರ ದರ್ಶನ ಪಡೆಯುತ್ತಾರೆ. ಹಬ್ಬದ ದಿನಗಳಲ್ಲಿ ಗ್ರಾಮದಲ್ಲಿ ಜಾತ್ರೆಯ ವಾತಾವರಣ ನಿರ್ಮಾಣವಾಗುತ್ತದೆ ಎಂದು ಗ್ರಾಮಸ್ಥರು ಹೇಳುತ್ತಾರೆ. xyxy=(792,1321,924,1449)
story-body: ಸುದ್ದಿಮೂಲ ವಾರ್ತೆ ಸಿಂಧನೂರು, ಜು.05: ಚಾತುರ್ಮಾಸ್ಯ ವ್ರತಾಚರಣೆಗಾಗಿ ನಗರಕ್ಕೆ ಆಗಮಿಸಿದ ಕಣ್ವ ಮಠದ ಶ್ರೀಗಳ ಪುರಪ್ರವೇಶ ಕಾರ್ಯಕ್ರಮ ಅದ್ದೂರಿಯಾಗಿ ನಡೆಯಿತು. ನಗರದ ಪ್ರಮುಖ ಬೀದಿಗಳಲ್ಲಿ ಶೋಭಾಯಾತ್ರೆ ಸಾಗಿದ್ದು, ಪೂರ್ಣಕುಂಭ ಹೊತ್ತ ಮಹಿಳೆಯರು, ಭಜನಾ ತಂಡಗಳು ಹಾಗೂ ವಾದ್ಯ ಮೇಳಗಳು ಮೆರವಣಿಗೆಗೆ ಮೆರುಗು ನೀಡಿದವು. ದಾರಿಯುದ್ದಕ್ಕೂ ಭಕ್ತರು ರಂಗೋಲಿ ಹಾಕಿ ಶ್ರೀಗಳನ್ನು ಸ್ವಾಗತಿಸಿದರು. ನಂತರ ಮಠದಲ್ಲಿ ವಿಶೇಷ ಪೂಜೆ ಹಾಗೂ ಆಶೀರ್ವಚನ ಕಾರ್ಯಕ್ರಮ ನಡೆಯಿತು. ಸಮಾಜದ ಮುಖಂಡರು, ಭಕ್ತರು ಪಾಲ್ಗೊಂಡಿದ್ದರು. ಚಾತುರ್ಮಾಸ್ಯ ವ್ರತಾಚರಣೆಗಾಗಿ ನಗರಕ್ಕೆ ಆಗಮಿಸಿದ ಕಣ್ವ ಮಠದ ಶ್ರೀಗಳ ಪುರಪ್ರವೇಶ ಕಾರ್ಯಕ್ರಮ ಅದ್ದೂರಿಯಾಗಿ ನಡೆಯಿತು. ನಗರದ ಪ್ರಮುಖ ಬೀದಿಗಳಲ್ಲಿ ಶೋಭಾಯಾತ್ರೆ ಸಾಗಿದ್ದು, ಪೂರ್ಣಕುಂಭ ಹೊತ್ತ ಮಹಿಳೆಯರು, ಭಜನಾ ತಂಡಗಳು ಹಾಗೂ ವಾದ್ಯ ಮೇಳಗಳು ಮೆರವಣಿಗೆಗೆ ಮೆರುಗು ನೀಡಿದವು. ದಾರಿಯುದ್ದಕ್ಕೂ ಭಕ್ತರು ರಂಗೋಲಿ ಹಾಕಿ ಶ್ರೀಗಳನ್ನು ಸ್ವಾಗತಿಸಿದರು. ನಂತರ ಮಠದಲ್ಲಿ ವಿಶೇಷ ಪೂಜೆ ಹಾಗೂ ಆಶೀರ್ವಚನ ಕಾರ್ಯಕ್ರಮ ನಡೆಯಿತು. ಸಮಾಜದ ಮುಖಂಡರು, ಭಕ್ತರು ಪಾಲ್ಗೊಂಡಿದ್ದರು. xyxy=(226,1247,476,1355)
headline-line-1: ದೇಹಗಳ ವಿಲೇವಾರಿ ಮಾಡಿದ್ದಾಗಿ xyxy=(330,637,452,651)
headline-box xyxy=(22,1038,218,1136)
story-body-cont xyxy=(176,404,472,604)
body-text: ಒಣ ಸ್ವಚ್ಛತೆಗೆ ನೀಡಿದ್ದ ದುಬಾರಿ ಬಟ್ಟೆಯನ್ನು ಹಾನಿ ಮಾಡಿದ ಐಲಾಂಡ್ರಿ ಸಂಸ್ಥೆಗೆ ಬೆಂಗಳೂರು ನಗರ ಜಿಲ್ಲಾ ಗ್ರಾಹಕರ ವ್ಯಾಜ್ಯಗಳ ಪರಿಹಾರ ಆಯೋಗ 30 ಸಾವಿರ ರೂ. ದಂಡ ವಿಧಿಸಿದೆ. ಗ್ರಾಹಕರು ಸಂಸ್ಥೆಗೆ ಬಟ್ಟೆ ನೀಡಿದ್ದು, ಹಿಂತಿರುಗಿಸುವಾಗ ಅದು ಹಾನಿಗೊಳಗಾಗಿತ್ತು. ಈ ಬಗ್ಗೆ ದೂರು ನೀಡಿದರೂ ಸ್ಪಂದಿಸದ ಕಾರಣ ಗ್ರಾಹಕರ ವೇದಿಕೆಗೆ ಮೊರೆ ಹೋಗಿದ್ದರು. ವಿಚಾರಣೆ ನಡೆಸಿದ ಆಯೋಗ ಸೇವಾ ನ್ಯೂನತೆಗಾಗಿ ಪರಿಹಾರ ಹಾಗೂ ವ್ಯಾಜ್ಯದ ವೆಚ್ಚ ಸೇರಿ ಒಟ್ಟು 30 ಸಾವಿರ ರೂ. ಪಾವತಿಸುವಂತೆ ಆದೇಶಿಸಿದೆ. 45 ದಿನಗಳೊಳಗೆ ಮೊತ್ತ ಪಾವತಿಸಲು ಸೂಚಿಸಲಾಗಿದ್ದು, ವಿಳಂಬವಾದಲ್ಲಿ ಬಡ್ಡಿ ಸಹಿತ ಪಾವತಿಸಬೇಕು ಎಂದು ತಿಳಿಸಿದೆ. xyxy=(22,1143,218,1221)
cities-line-2: •ರಾಯಚೂರು •ಕೊಪ್ಪಳ •ಯಾದಗಿರಿ •ಕಲಬುರಗಿ •ಬಳ್ಳಾರಿ •ವಿಜಯನಗರ •ಬೀದರ xyxy=(295,84,573,96)
issue-date xyxy=(64,66,132,98)
